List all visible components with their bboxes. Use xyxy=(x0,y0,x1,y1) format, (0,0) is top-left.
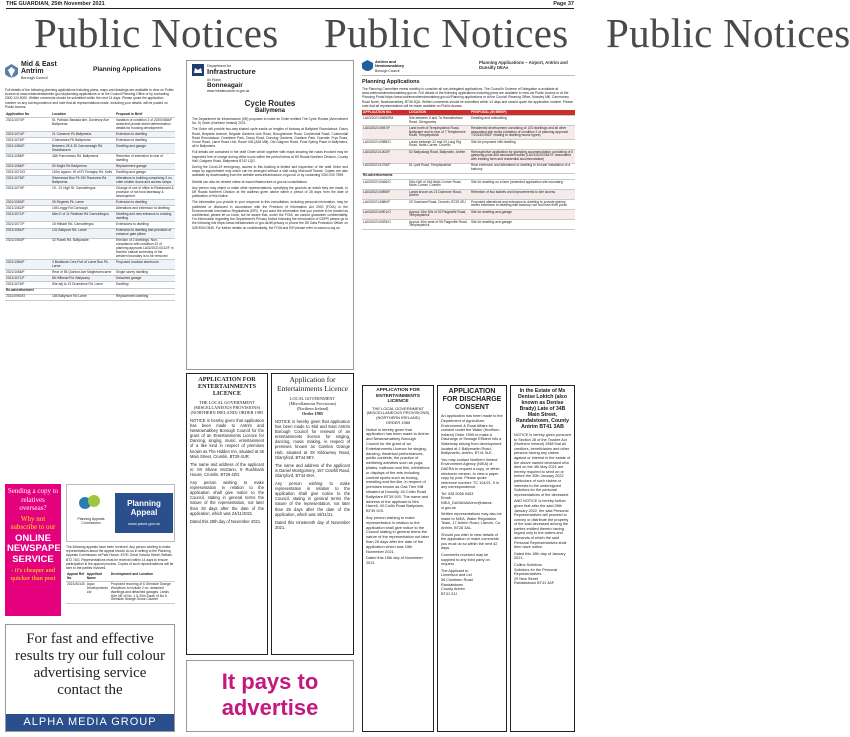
table-cell: 52 Ballyutoag Road, Ballyrobin, Antrim xyxy=(408,149,470,163)
col-header: APPLICATION NO. xyxy=(362,110,408,116)
table-cell: Lands between 22 and 24 Long Rig Road, Nutts Corner, Crumlin xyxy=(408,139,470,149)
table-cell: Proposed modular storeroom xyxy=(115,260,175,270)
table-cell: Change of use of office to Restaurant & provision of hot food takeaway & development xyxy=(116,185,174,198)
table-cell: Erection of 2 dwellings. Non-compliance with condition 22 of planning approval LA02/2021/0212/F in that the natural screening of the western boundary is to be removed xyxy=(116,238,174,258)
table-row xyxy=(362,126,575,140)
table-cell: St. Patricks Banada site, Dunlevey Ave Ballymena xyxy=(51,118,115,132)
public-notices-banner xyxy=(0,10,850,56)
abbc-intro: The Planning Committee meets monthly to consider all non-delegated applications. The Council's Scheme of Delegation is available at www.antrimandnewtownabbey.gov.uk. Full details of the following applications including plans are available to view via Public Access or at the Planning Portal https://www.antrimandnewtownabbey.gov.uk/Planning-applications or at the Council Planning Office, Mossley Mill, Carnmoney Road North, Newtownabbey, BT36 5QA. Written comments should be submitted within 14 days and should quote the application number. Please note that all representations will be made available on Public Access. xyxy=(362,86,573,108)
newspaper-date: THE GUARDIAN, 25th November 2021 xyxy=(6,1,105,7)
ad-line: - it's cheaper and quicker than post xyxy=(10,567,56,582)
alpha-advertising-ad xyxy=(5,624,175,732)
table-cell: 32 Rosek Rd. Ballycastle xyxy=(51,238,115,260)
table-cell: 105 Leggy Rd Carnough xyxy=(51,206,115,212)
abbc-logo: Antrim and Newtownabbey Borough Council xyxy=(362,60,404,73)
table-cell: Site for dwelling and garage xyxy=(470,219,575,229)
table-row xyxy=(362,163,575,173)
alpha-media-group: ALPHA MEDIA GROUP xyxy=(6,714,174,731)
table-cell: Extension to dwelling xyxy=(115,200,175,206)
pac-logo-icon xyxy=(77,491,103,511)
cycle-subtitle: Ballymena xyxy=(254,108,285,114)
col-header: Location xyxy=(51,112,115,118)
table-cell: Retrospective application for glamping accommodation consisting of 5 glamping pods and associated works (LA03/2020/0647/F associated with existing farm and residential accommodation) xyxy=(471,149,574,162)
mea-crest-icon xyxy=(5,64,18,80)
page-number: Page 37 xyxy=(553,1,574,7)
table-cell: Site between 6 and 7a Hannahstown Road, Glengomley xyxy=(408,116,470,126)
table-row xyxy=(5,260,175,270)
pac-name: Planning Appeals Commission xyxy=(77,517,105,525)
abbc-heading: Planning Applications xyxy=(362,78,420,85)
table-cell: 48A Frenchtown Rd. Ballymena xyxy=(51,154,115,164)
table-cell: 2021/1076/F xyxy=(5,138,51,144)
table-cell: LA03/2021/1002/F xyxy=(362,149,408,163)
table-cell: Extension to dwelling and provision of entrance gate pillars xyxy=(115,228,175,238)
mea-planning-notice xyxy=(5,60,175,482)
table-cell: 50 Bright Rd Ballymena xyxy=(51,164,115,170)
table-cell: Extension to dwelling xyxy=(115,132,175,138)
table-cell: 19 - 21 High St. Carnckfergus xyxy=(51,186,115,200)
planning-appeal-title: Planning Appeal xyxy=(127,499,161,517)
table-cell: Site for dwelling on a farm (amended application site boundary) xyxy=(470,179,575,189)
table-cell: Replacement garage xyxy=(115,164,175,170)
table-row xyxy=(5,228,175,238)
table-cell: Residential development consisting of 103 dwellings and all other associated site works (variation of condition 2 of planning approval T/2014/0392/F relating to dwelling house types) xyxy=(470,126,575,140)
table-cell: 131 Ballycorr Rd. Larne xyxy=(51,228,115,238)
col-header: Proposal in Brief xyxy=(115,112,175,118)
table-cell: LA03/2021/1078/F xyxy=(362,163,408,173)
cycle-routes-notice xyxy=(186,60,354,370)
table-row xyxy=(5,118,175,132)
table-cell: Between 28 & 30 Carrowreagh Rd Straidhavern xyxy=(51,144,115,154)
table-cell: LA03/2021/0665/RM xyxy=(362,116,408,126)
table-cell: 2021/1081/F xyxy=(5,228,51,238)
table-cell: 2021/1070/F xyxy=(5,118,51,132)
table-cell: 51 Lyell Road, Templepatrick xyxy=(408,163,470,173)
table-cell: Rear of 55 Quinton Ave Magheramourne xyxy=(51,270,115,276)
table-cell: 2021/1066/F xyxy=(5,270,51,276)
table-row xyxy=(362,189,575,199)
table-cell: 2021/1071/F xyxy=(5,212,51,222)
ad-line: Sending a copy to relatives overseas? xyxy=(7,487,59,512)
table-cell: 2021/1060/F xyxy=(5,238,51,260)
table-cell: 2021/1082/F xyxy=(5,206,51,212)
discharge-consent-notice: APPLICATION FOR DISCHARGE CONSENT An application has been made to the Department of Agriculture, Environment & Rural Affairs for consent under the Water (Northern Ireland) Order 1999 to make a Discharge of Sewage Effluent into a Waterway arising from development located at 1 Ballymartin Road, Ballymartin, Antrim, BT41 5LE. You may contact Northern Ireland Environment Agency (NIEA) of DAERA to request a copy, or either electronic version, to view a paper copy by post. Please quote reference number: TC 104/21, 5 in any correspondence. Tel: 028 9056 9453 Email: NIEA_DASAMAAIenv@daera-ni.gov.uk Written representations may also be made to NIEA, Water Regulation Team, 17 Antrim Road, Lisburn, Co. Antrim, BT28 3AL. Should you wish to view details of the application or make comments you must do so within the next 42 days. Comments received may be supplied to any third party on request. The Applicant is: Lisneilson and Ltd 56 Clonbeen Road Randalstown County Antrim BT41 3JJ xyxy=(437,385,507,732)
table-cell: Silverwood Bus Pk 190 Raceview Rd. Ballymena xyxy=(51,176,115,186)
col-header: Appellant Name xyxy=(86,572,110,582)
table-cell: 3 Bedlands Cres Port of Larne Bus Pk. Larne xyxy=(51,260,115,270)
table-row xyxy=(362,139,575,149)
ad-line: ONLINE NEWSPAPER SERVICE xyxy=(7,532,68,565)
table-cell: 66m E of 11 Redbrae Rd Carnckfergus xyxy=(51,212,115,222)
table-row xyxy=(362,149,575,163)
table-cell: Extensions to dwelling xyxy=(115,222,175,228)
table-cell: 18 Hillside Rd. Carnckfergus xyxy=(51,222,115,228)
table-row xyxy=(5,154,175,164)
table-cell: 21 Cameron Pk Ballymena xyxy=(51,132,115,138)
page-header xyxy=(6,0,574,9)
table-cell: Dwelling and new entrance to existing dwelling xyxy=(115,212,175,222)
mea-logo: Mid & East Antrim Borough Council xyxy=(21,61,57,81)
crown-icon xyxy=(192,64,204,76)
col-header: LOCATION xyxy=(408,110,470,116)
table-cell: 2021/0950/O xyxy=(5,294,51,300)
table-cell: 39 Regents Pk. Larne xyxy=(51,200,115,206)
table-row xyxy=(362,179,575,189)
col-header: Appeal Ref No xyxy=(67,571,85,580)
abbc-top-heading: Planning Applications – Airport, Antrim and Dunsilly DEAs xyxy=(479,60,568,70)
table-row xyxy=(5,186,175,200)
ad-line: Why not subscribe to our xyxy=(10,514,56,531)
table-cell: Replacement dwelling xyxy=(115,294,175,300)
table-cell: Proposed alterations and extension to dwelling to provide granny annex extension to dwelling with balcony roof and new front porch xyxy=(470,199,575,209)
table-cell: 2021/1085/F xyxy=(5,154,51,164)
table-cell: LA03/2021/0988/O xyxy=(362,139,408,149)
table-cell: Single storey dwelling xyxy=(115,270,175,276)
estate-notice: In the Estate of Ms Denise Loktch (also known as Denise Brady) Late of 34B Main Street, Randalstown, County Antrim BT41 3AB NOTICE is hereby given pursuant to Section 28 of the Trustee Act (Northern Ireland) 1958 that all creditors, beneficiaries and other persons having any claims against or interest in the estate of the above named deceased who died on the 4th May 2021 are hereby required to send on or before the 30th January 2022 particulars of such claims or interests to the undersigned Solicitors for the personal representatives of the deceased. AND NOTICE is hereby further given that after the said 28th January 2022, the said Personal Representatives will proceed to convey or distribute the property of the said deceased among the parties entitled thereto having regard only to the claims and demands of which the said Personal Representatives shall then have notice. Dated this 18th day of January 2021. Collins Solicitors Solicitors for the Personal Representatives 29 New Street Randalstown BT41 3AF xyxy=(510,385,575,732)
table-cell: 2021/1072/O xyxy=(5,170,51,176)
table-cell: 88 Hillhead Rd. Ballycarry xyxy=(51,276,115,282)
table-row: 2021/A0140 Aquo Developments Ltd Proposed rezoning of 6 Glenside Grange Woodburn to include 2 no. detached dwellings and detached garages. Lands 40m NE of No. 1 & 20m South of No.5 Glenside Grange Gross Counter xyxy=(66,582,175,604)
it-pays-to-advertise-ad: It pays to advertise xyxy=(186,660,354,732)
pa-text: The following appeals have been received. Any person wishing to make representations about the appeal should do so in writing to the Planning Appeals Commission at Park House, 87/91 Great Victoria Street, Belfast, BT2 7AG. Representations must be received within 14 days to ensure participation in the appeal process. Copies of such representations will be sent to the parties involved. xyxy=(66,545,174,571)
table-cell: Site adj to 13 Drumahoe Rd. Larne xyxy=(51,282,115,288)
table-row xyxy=(362,199,575,209)
table-row xyxy=(5,144,175,154)
table-cell: LA03/2021/0895/F xyxy=(362,189,408,199)
table-cell: Lands known as 21 Dunmore Road, Antrim xyxy=(408,189,470,199)
table-cell: 2021/1079/F xyxy=(5,186,51,200)
table-cell: 2021/1083/F xyxy=(5,200,51,206)
table-row xyxy=(362,116,575,126)
banner-word-1: Public Notices xyxy=(34,10,279,56)
table-cell: Rear extension and alterations to dwelling to include installation of a balcony xyxy=(470,163,575,173)
entertainments-licence-notice-3: APPLICATION FOR ENTERTAINMENTS LICENCE THE LOCAL GOVERNMENT (MISCELLANEOUS PROVISIONS) (NORTHERN IRELAND) ORDER 1985 Notice is hereby given that application has been made to Antrim and Newtownabbey Borough Council for the grant of an Entertainments Licence for singing, dancing, theatrical performances, public contests, the practice of wellbeing activities such as yoga, pilates, ballroom and film, exhibitions or displays of the arts including combat sports such as boxing, wrestling and the like, in respect of premises known as Oak Tree Mill situated at Dunsilly, 40 Collin Road Ballyclare BT39 9JS. The name and address of the applicant is Mrs Harrell, 40 Collin Road Ballyclare, BT39 9JS. Any person wishing to make representation in relation to the application shall give notice to the Council stating in general terms the nature of the representation not later than 28 days after the date of the application which was 15th November 2021. Dated this 15th day of November 2021 xyxy=(362,385,434,732)
col-header: PROPOSAL (IN BRIEF) xyxy=(470,110,575,116)
table-cell: 2021/1084/F xyxy=(5,260,51,270)
banner-word-2: Public Notices xyxy=(324,10,569,56)
mea-heading: Planning Applications xyxy=(92,66,161,73)
table-cell: Dwelling and outbuilding xyxy=(470,116,575,126)
table-cell: Dwelling and garage xyxy=(115,144,175,154)
table-cell: 2021/1074/F xyxy=(5,132,51,138)
table-cell: Retention of two stables and improvements to site access xyxy=(470,189,575,199)
table-cell: Alterations and extension to dwelling xyxy=(115,206,175,212)
abbc-crest-icon xyxy=(362,60,373,72)
table-cell: Dwelling xyxy=(115,282,175,288)
table-cell: Dwelling and garage xyxy=(115,170,175,176)
table-cell: 2021/1086/F xyxy=(5,164,51,170)
online-newspaper-ad xyxy=(5,484,68,616)
planning-appeal-notice xyxy=(66,545,175,616)
table-cell: Detached garage xyxy=(115,276,175,282)
table-row xyxy=(362,209,575,219)
table-cell: 2021/1077/F xyxy=(5,222,51,228)
table-cell: 29 Townland Road, Crumlin, BT29 4EJ xyxy=(408,199,470,209)
cycle-title: Cycle Routes xyxy=(244,99,296,108)
table-cell: Site for proposed infill dwelling xyxy=(470,139,575,149)
table-row xyxy=(362,219,575,229)
col-header: Application No xyxy=(5,112,51,118)
section-label: Re-advertisements xyxy=(362,173,575,179)
table-cell: 165 Ballynure Rd Larne xyxy=(51,294,115,300)
banner-word-3: Public Notices xyxy=(606,10,850,56)
table-cell: Site for dwelling and garage xyxy=(470,209,575,219)
entertainments-licence-notice-2: Application for Entertainments Licence LOCAL GOVERNMENT (Miscellaneous Provisions) (Northern Ireland) Order 1985 NOTICE is hereby given that application has been made to Mid and East Antrim Borough Council for renewal of an entertainments licence for singing, dancing, music making, in respect of premises known as Carnlea Grange Hub, situated at 28 Kildowney Road, Glarryford, BT44 9EY. The name and address of the applicant is Daniel Montgomery, 157 Cranfill Road, Glarryford, BT44 9HA. Any person wishing to make representation in relation to the application shall give notice to the Council, stating in general terms the nature of the representation, not later than 28 days after the date of the application, which was 19/11/21. Dated this nineteenth day of November 2021. xyxy=(271,373,354,655)
table-cell: 110m approx. W of 57 Fenaghy Rd. Kells xyxy=(51,170,115,176)
table-cell: 2021/1071/F xyxy=(5,276,51,282)
table-cell: 2 Alexandra Pk Ballymena xyxy=(51,138,115,144)
table-cell: Alterations to building comprising 3 no. roller shutter doors and access ramps xyxy=(115,176,175,186)
ad-text: For fast and effective results try our full colour advertising service contact the xyxy=(15,631,165,698)
table-cell: LA03/2021/0880/F xyxy=(362,199,408,209)
col-header: Development and Location xyxy=(110,572,175,582)
section-label: Re-advertisement xyxy=(5,288,175,294)
table-cell: 2021/1076/F xyxy=(5,282,51,288)
abbc-applications-table xyxy=(362,110,575,230)
mea-intro: Full details of the following planning applications including plans, maps and drawings are available to view on Public Access at www.midandeastantrim.gov.uk/planning-applications or at the Council Planning Office or by contacting 0300 124 5000. Written comments should be submitted within the next 14 days. Please quote the application number on any correspondence and note that all representations made, including your details, will be posted on Public Access. xyxy=(5,88,174,109)
table-cell: LA03/2021/0925/O xyxy=(362,219,408,229)
table-cell: Variation of condition 2 of 2020/0684/F amended private street determination details for housing development xyxy=(115,118,175,132)
table-cell: 2021/1080/F xyxy=(5,144,51,154)
dfi-logo: Department for Infrastructure An Roinn Bonneagair www.infrastructure-ni.gov.uk xyxy=(192,64,348,93)
table-cell: Land north of Templepatrick Road, Ballyclare and to rear of 7 Templemore Road, Templepatrick xyxy=(408,126,470,140)
table-row xyxy=(5,176,175,186)
table-row xyxy=(5,238,175,260)
table-cell: Approx 15m NW of 93 Paigeville Road, Templepatrick xyxy=(408,209,470,219)
table-cell: 50m NW of 19A Nutts Corner Road, Nutts Corner, Crumlin xyxy=(408,179,470,189)
entertainments-licence-notice-1: APPLICATION FOR ENTERTAINMENTS LICENCE THE LOCAL GOVERNMENT (MISCELLANEOUS PROVISIONS) (NORTHERN IRELAND) ORDER 1985 NOTICE is hereby given that application has been made to Antrim and Newtownabbey Borough Council for the grant of an Entertainments Licence for Dancing, singing, music, entertainment of a like kind in respect of premises known as The Hidden Inn, situated at 36 Main Street, Crumlin, BT29 4UR. The name and address of the applicant is: Mr Shane McGann, 9 Rushbank House, Crumlin, BT29 4ZG. Any person wishing to make representation in relation to the application shall give notice to the Council, stating in general terms the nature of the representation, not later than 28 days after the date of the application, which was 24/11/2021. Dated this 25th day of November 2021. xyxy=(186,373,268,655)
mea-applications-table xyxy=(5,112,175,301)
planning-appeal-header xyxy=(66,484,175,542)
antrim-newtownabbey-planning-notice xyxy=(362,60,575,380)
pac-website: www.pacni.gov.uk xyxy=(128,521,160,526)
table-row xyxy=(5,212,175,222)
table-cell: 2021/1078/F xyxy=(5,176,51,186)
table-cell: Extension to dwelling xyxy=(115,138,175,144)
table-cell: LA03/2021/0901/O xyxy=(362,209,408,219)
table-row xyxy=(5,294,175,300)
table-cell: LA03/2021/0947/F xyxy=(362,126,408,140)
table-cell: LA03/2021/0466/O xyxy=(362,179,408,189)
table-cell: Approx 40m west of 95 Paigeville Road, Templepatrick xyxy=(408,219,470,229)
cycle-body: The Department for Infrastructure (DfI) proposes to make an Order entitled The Cycle Routes (Amendment No. 5) Order (Northern Ireland) 2021. The Order will provide two-way shared cycle tracks on lengths of footway at Ballykeel Roundabout, Doury Road, Brayside Avenue, Brigade Gardens Link Road, Broughshane Road, Cushendall Road, Cushendall Road Roundabout, Drumfane Park, Doury Road, Dunclug Gardens, Dunfane Park, Dunvale, Frys Road, Grove Road, Larne Road Link, Route 436 (A36 Mill), Old Galgorm Road, Pond Spring Place in Ballymena, all in Ballymena. Full details are contained in the draft Order which together with maps showing the roads involved may be inspected free of charge during office hours within the period below at DfI Roads Northern Division, County Hall, Galgorm Road, Ballymena BT42 1QG. During the Covid-19 emergency, access to this building is limited and inspection of the draft Order and maps by appointment only which can be arranged without a visit using Microsoft Teams. Copies are also available by downloading from the website www.infrastructure-ni.gov.uk or by contacting 0300 200 7899. Details can also be viewed online at www.infrastructure-ni.gov.uk consultations. Any person may object or make other representations, specifying the grounds on which they are made, to DfI Roads Northern Division at the address given above within a period of 28 days from the date of publication of this Notice. The information you provide in your response to this consultation, including personal information, may be published or disclosed in accordance with the Freedom of Information Act 2000 (FOIA) or the Environmental Information Regulations (EIR). If you want the information that you provide to be treated as confidential, please let us know, but be aware that, under the FOIA, we cannot guarantee confidentiality. For information regarding the Department's Privacy Notice following the introduction of GDPR please go to the following link https://www.infrastructure-ni.gov.uk/dfi-privacy or phone the DfI Data Protection Officer on 028 9054 0540. For further details on confidentiality, the FOIA and EIR please refer to www.ico.org.uk. xyxy=(192,117,348,230)
table-cell: Retention of extension to rear of dwelling xyxy=(115,154,175,164)
